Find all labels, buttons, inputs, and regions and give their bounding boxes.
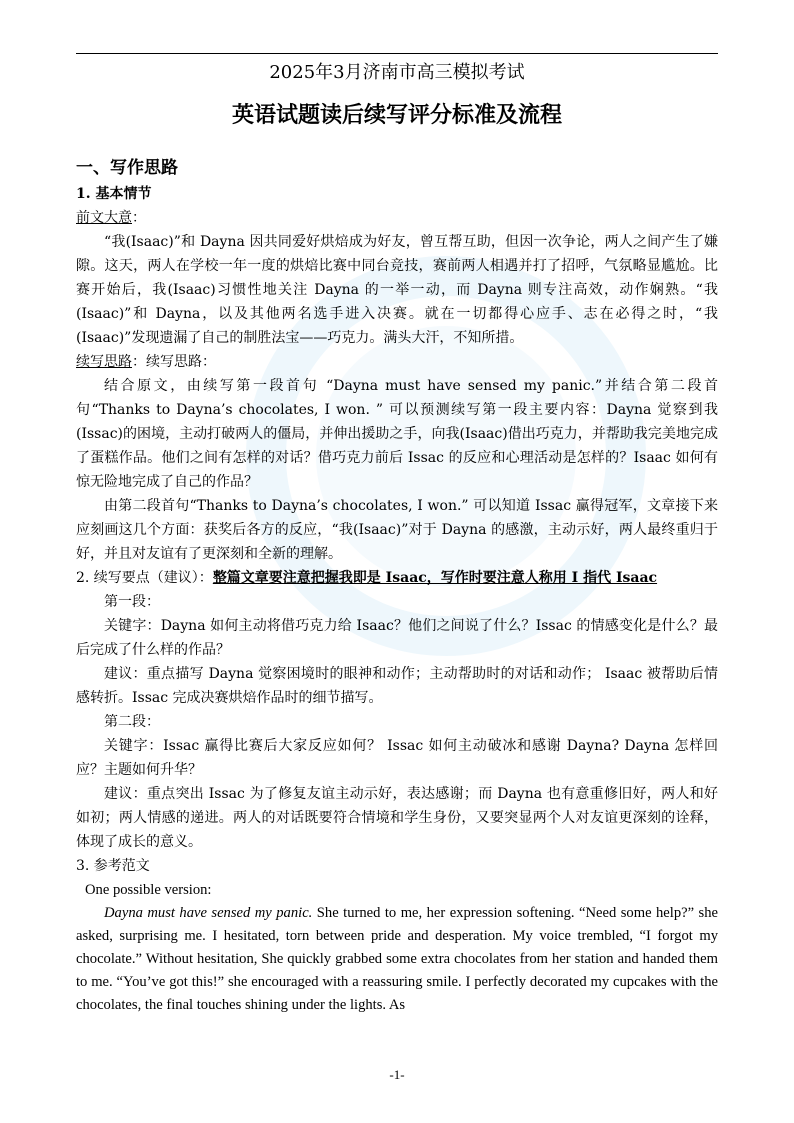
summary-label-line xyxy=(76,206,718,230)
idea-paragraph-1: 结合原文，由续写第一段首句 “Dayna must have sensed my panic.”并结合第二段首句“Thanks to Dayna’s chocolates, I won. ” 可以预测续写第一段主要内容：Dayna 觉察到我(Issac)的困境，主动打破两人的僵局，并伸出援助之手，向我(Isaac)借出巧克力，并帮助我完美地完成了蛋糕作品。他们之间有怎样的对话？借巧克力前后 Issac 的反应和心理活动是怎样的？Isaac 如何有惊无险地完成了自己的作品？ xyxy=(76,378,718,490)
para1-advice: 建议：重点描写 Dayna 觉察困境时的眼神和动作；主动帮助时的对话和动作； Isaac 被帮助后情感转折。Issac 完成决赛烘焙作品时的细节描写。 xyxy=(76,666,718,706)
document-body xyxy=(76,58,718,1017)
idea-paragraph-2: 由第二段首句“Thanks to Dayna’s chocolates, I won.” 可以知道 Issac 赢得冠军，文章接下来应刻画这几个方面：获奖后各方的反应，“我(Isaac)”对于 Dayna 的感激，主动示好，两人最终重归于好，并且对友谊有了更深刻和全新的理解。 xyxy=(76,498,718,562)
points-heading: 2. 续写要点（建议）： xyxy=(76,570,213,586)
summary-colon: ： xyxy=(132,210,146,226)
subsection-heading-plot: 1. 基本情节 xyxy=(76,186,152,202)
idea-label: 续写思路 xyxy=(76,354,132,370)
page-number: -1- xyxy=(389,1067,405,1082)
idea-label-after: ：续写思路： xyxy=(132,354,216,370)
idea-label-line xyxy=(76,350,718,374)
subsection-heading-points xyxy=(76,566,718,590)
para2-label: 第二段： xyxy=(104,714,160,730)
version-label: One possible version: xyxy=(85,882,212,898)
summary-paragraph: “我(Isaac)”和 Dayna 因共同爱好烘焙成为好友，曾互帮互助，但因一次争论，两人之间产生了嫌隙。这天，两人在学校一年一度的烘焙比赛中同台竞技，赛前两人相遇并打了招呼，气氛略显尴尬。比赛开始后，我(Isaac)习惯性地关注 Dayna 的一举一动，而 Dayna 则专注高效，动作娴熟。“我(Isaac)”和 Dayna，以及其他两名选手进入决赛。就在一切都得心应手、志在必得之时，“我(Isaac)”发现遗漏了自己的制胜法宝——巧克力。满头大汗，不知所措。 xyxy=(76,234,718,346)
para1-label: 第一段： xyxy=(104,594,160,610)
essay-opening-sentence: Dayna must have sensed my panic. xyxy=(104,905,313,921)
exam-title: 2025年3月济南市高三模拟考试 xyxy=(269,62,525,83)
document-title: 英语试题读后续写评分标准及流程 xyxy=(231,102,562,128)
essay-paragraph xyxy=(76,902,718,1017)
points-emphasis: 整篇文章要注意把握我即是 Isaac，写作时要注意人称用 I 指代 Isaac xyxy=(212,570,658,586)
para2-keywords: 关键字：Issac 赢得比赛后大家反应如何？ Issac 如何主动破冰和感谢 Dayna? Dayna 怎样回应？主题如何升华？ xyxy=(76,738,718,778)
section-heading: 一、写作思路 xyxy=(76,158,178,178)
para1-keywords: 关键字：Dayna 如何主动将借巧克力给 Isaac？他们之间说了什么？Issac 的情感变化是什么？最后完成了什么样的作品？ xyxy=(76,618,718,658)
essay-body: She turned to me, her expression softening. “Need some help?” she asked, surprising me. I hesitated, torn between pride and desperation. My voice trembled, “I forgot my chocolate.” Without hesitation, She quickly grabbed some extra chocolates from her station and handed them to me. “You’ve got this!” she encouraged with a reassuring smile. I perfectly decorated my cupcakes with the chocolates, the final touches shining under the lights. As xyxy=(76,905,718,1013)
subsection-heading-essay: 3. 参考范文 xyxy=(76,858,150,874)
summary-label: 前文大意 xyxy=(76,210,132,226)
header-rule xyxy=(76,53,718,54)
para2-advice: 建议：重点突出 Issac 为了修复友谊主动示好，表达感谢；而 Dayna 也有意重修旧好，两人和好如初；两人情感的递进。两人的对话既要符合情境和学生身份，又要突显两个人对友谊更深刻的诠释，体现了成长的意义。 xyxy=(76,786,718,850)
